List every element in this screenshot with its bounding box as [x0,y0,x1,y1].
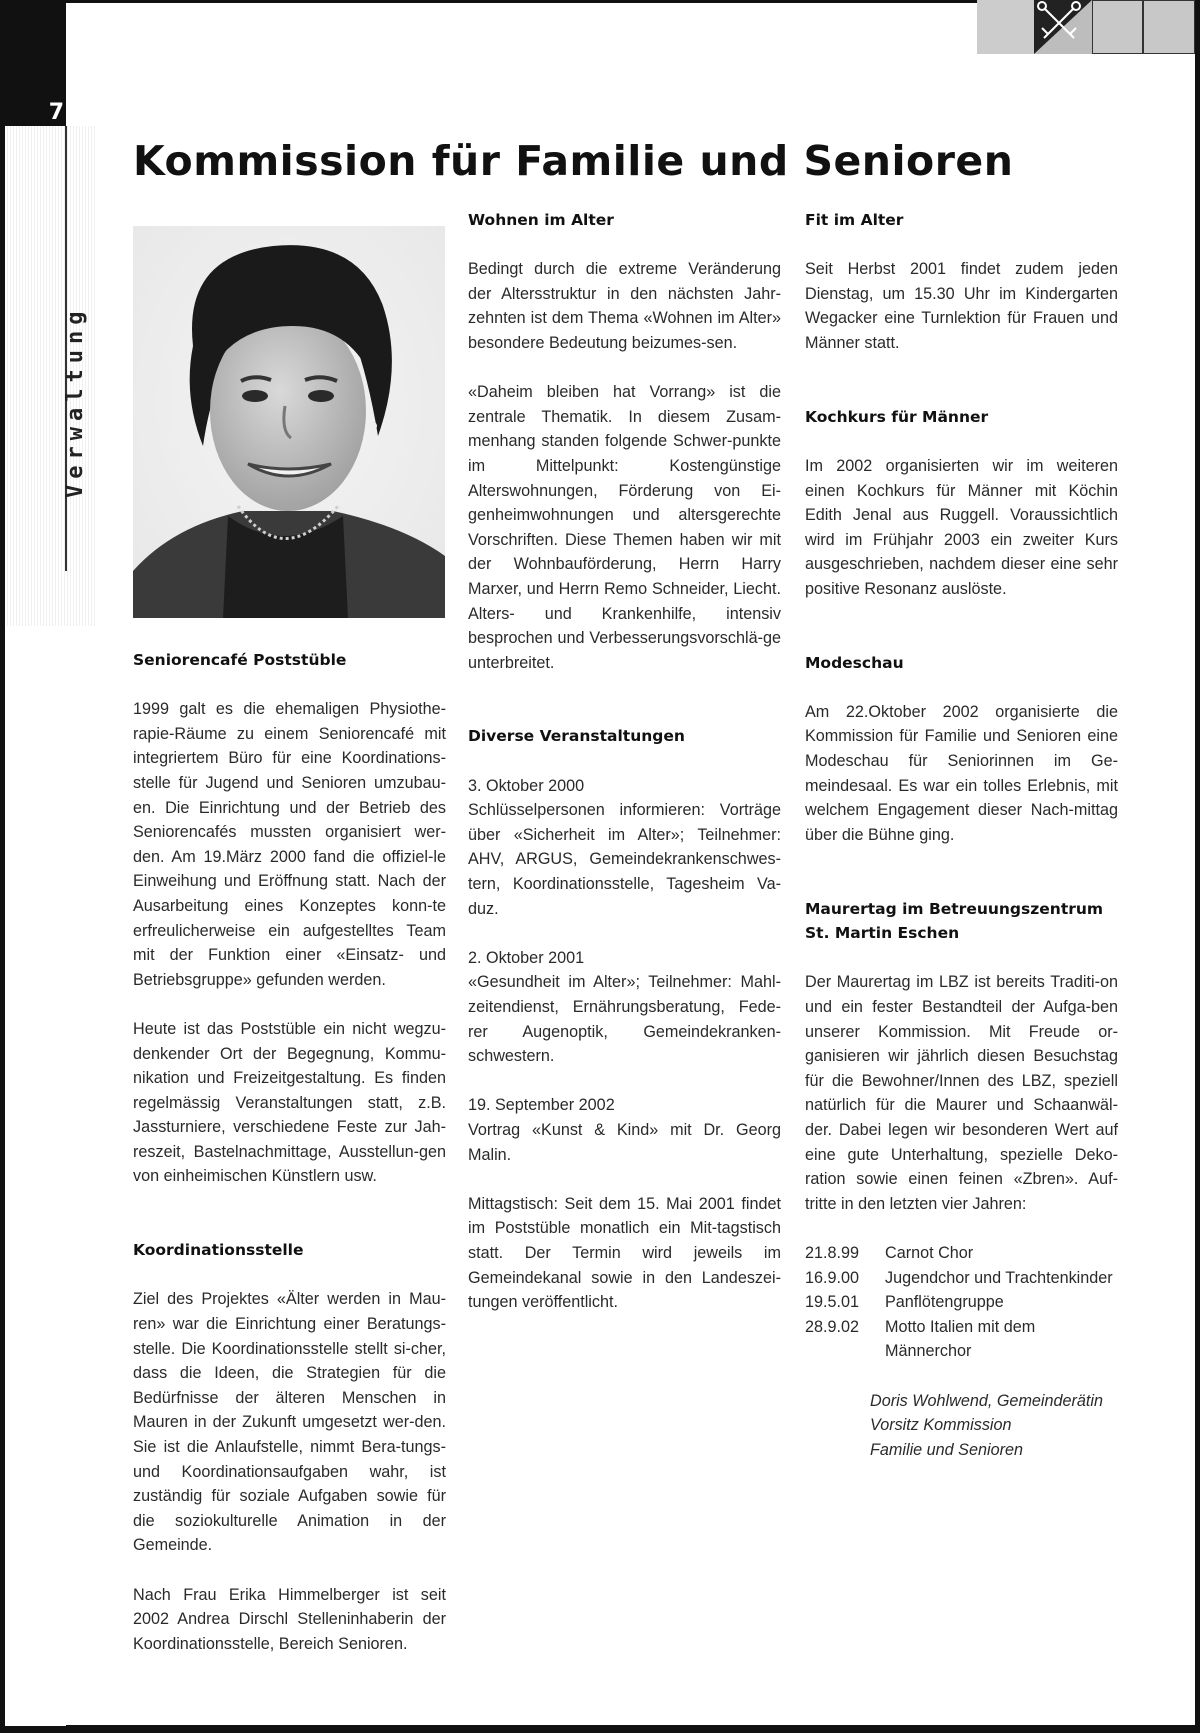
crossed-keys-icon [1034,0,1091,54]
event-date: 3. Oktober 2000 [468,776,585,795]
performance-text: Jugendchor und Trachtenkinder [885,1268,1113,1287]
paragraph: Der Maurertag im LBZ ist bereits Traditi-on und ein fester Bestandteil der Aufga-ben unserer Kommission. Mit Freude or-ganisieren wir jährlich diesen Besuchstag für die Bewohner/Innen des LBZ, speziell natürlich für die Maurer und Schaanwäl-der. Dabei legen wir besonderen Wert auf eine gute Unterhaltung, spezielle Deko-ration sowie einen feinen «Zbren». Auf-tritte in den letzten vier Jahren: [805,973,1118,1213]
scan-frame-bottom [0,1725,1200,1733]
emblem-grey-block [977,0,1034,54]
heading-seniorencafe: Seniorencafé Poststüble [133,651,347,669]
paragraph: Im 2002 organisierten wir im weiteren einen Kochkurs für Männer mit Köchin Edith Jenal aus Ruggell. Voraussichtlich wird im Frühjahr 2003 ein zweiter Kurs ausgeschrieben, nachdem dieser eine sehr positive Resonanz auslöste. [805,456,1118,598]
performance-row [805,1241,1118,1266]
portrait-photo [133,226,445,618]
event-date: 19. September 2002 [468,1096,615,1115]
performance-row [805,1290,1118,1315]
scan-frame-right [1195,0,1200,1733]
heading-wohnen-im-alter: Wohnen im Alter [468,211,614,229]
performance-date: 28.9.02 [805,1317,860,1336]
paragraph: Heute ist das Poststüble ein nicht wegzu-denkender Ort der Begegnung, Kommu-nikation und Freizeitgestaltung. Es finden regelmässig Veranstaltungen statt, z.B. Jassturniere, verschiedene Feste zur Jah-reszeit, Bastelnachmittage, Ausstellun-gen von einheimischen Künstlern usw. [133,1019,446,1186]
side-strip [5,126,66,1726]
performance-text: Panflötengruppe [885,1293,1004,1312]
heading-fit-im-alter: Fit im Alter [805,211,904,229]
page-number: 7 [0,100,66,126]
event-date: 2. Oktober 2001 [468,948,585,967]
paragraph: Nach Frau Erika Himmelberger ist seit 2002 Andrea Dirschl Stelleninhaberin der Koordinationsstelle, Bereich Senioren. [133,1585,446,1653]
heading-maurertag-line2: St. Martin Eschen [805,924,960,943]
emblem-cell [1092,0,1144,54]
paragraph: 1999 galt es die ehemaligen Physiothe-rapie-Räume zu einem Seniorencafé mit integriertem Büro für eine Koordinations-stelle für Jugend und Senioren umzubau-en. Die Einrichtung und der Betrieb des Seniorencafés mussten organisiert wer-den. Am 19.März 2000 fand die offiziel-le Einweihung und Eröffnung statt. Nach der Ausarbeitung eines Konzeptes konn-te erfreulicherweise ein aufgestelltes Team mit der Funktion einer «Einsatz- und Betriebsgruppe» gefunden werden. [133,700,446,989]
paragraph: Ziel des Projektes «Älter werden in Mau-ren» war die Einrichtung einer Beratungs-stelle. Die Koordinationsstelle stellt si-cher, dass die Ideen, die Strategien für die Bedürfnisse der älteren Menschen in Mauren in der Zukunft umgesetzt wer-den. Sie ist die Anlaufstelle, nimmt Bera-tungs- und Koordinationsaufgaben wahr, ist zuständig für soziale Aufgaben sowie für die soziokulturelle Animation in der Gemeinde. [133,1290,446,1555]
signature-line: Doris Wohlwend, Gemeinderätin [870,1391,1104,1410]
column-1 [133,648,446,1681]
signature [870,1389,1118,1463]
heading-diverse-veranstaltungen: Diverse Veranstaltungen [468,727,685,746]
column-3 [805,208,1118,1462]
emblem-cell [1143,0,1195,54]
page-title: Kommission für Familie und Senioren [133,137,1014,185]
paragraph: Bedingt durch die extreme Veränderung der Altersstruktur in den nächsten Jahr-zehnten ist dem Thema «Wohnen im Alter» besondere Bedeutung beizumes-sen. [468,260,781,352]
performance-date: 21.8.99 [805,1243,860,1262]
performance-date: 19.5.01 [805,1293,860,1312]
signature-line: Familie und Senioren [870,1440,1023,1459]
event-text: Vortrag «Kunst & Kind» mit Dr. Georg Malin. [468,1120,781,1164]
paragraph: Am 22.Oktober 2002 organisierte die Kommission für Familie und Senioren eine Modeschau für Seniorinnen im Ge-meindesaal. Es war ein tolles Erlebnis, mit welchem Engagement dieser Nach-mittag über die Bühne ging. [805,702,1118,844]
signature-line: Vorsitz Kommission [870,1416,1012,1435]
column-2 [468,208,781,1339]
paragraph: Seit Herbst 2001 findet zudem jeden Dienstag, um 15.30 Uhr im Kindergarten Wegacker eine Turnlektion für Frauen und Männer statt. [805,260,1118,352]
heading-maurertag: Maurertag im Betreuungszentrum [805,899,1104,918]
heading-kochkurs: Kochkurs für Männer [805,407,989,426]
performance-list [805,1241,1118,1364]
heading-koordinationsstelle: Koordinationsstelle [133,1241,304,1260]
header-emblem [977,0,1195,54]
performance-row [805,1315,1118,1364]
performance-row [805,1266,1118,1291]
heading-modeschau: Modeschau [805,653,904,672]
performance-text: Motto Italien mit dem Männerchor [885,1317,1036,1361]
paragraph: Mittagstisch: Seit dem 15. Mai 2001 findet im Poststüble monatlich ein Mit-tagstisch statt. Der Termin wird jeweils im Gemeindekanal sowie in den Landeszei-tungen veröffentlicht. [468,1194,781,1312]
paragraph: «Daheim bleiben hat Vorrang» ist die zentrale Thematik. In diesem Zusam-menhang standen folgende Schwer-punkte im Mittelpunkt: Kostengünstige Alterswohnungen, Förderung von Ei-genheimwohnungen und altersgerechte Vorschriften. Diese Themen haben wir mit der Wohnbauförderung, Herrn Harry Marxer, und Herrn Remo Schneider, Liecht. Alters- und Krankenhilfe, intensiv besprochen und Verbesserungsvorschlä-ge unterbreitet. [468,383,781,672]
performance-text: Carnot Chor [885,1243,974,1262]
section-label: Verwaltung [63,305,88,498]
performance-date: 16.9.00 [805,1268,860,1287]
event-text: «Gesundheit im Alter»; Teilnehmer: Mahl-zeitendienst, Ernährungsberatung, Fede-rer Augenoptik, Gemeindekranken-schwestern. [468,973,781,1066]
event-text: Schlüsselpersonen informieren: Vorträge über «Sicherheit im Alter»; Teilnehmer: AHV, ARGUS, Gemeindekrankenschwes-tern, Koordinationsstelle, Tagesheim Va-duz. [468,801,781,918]
